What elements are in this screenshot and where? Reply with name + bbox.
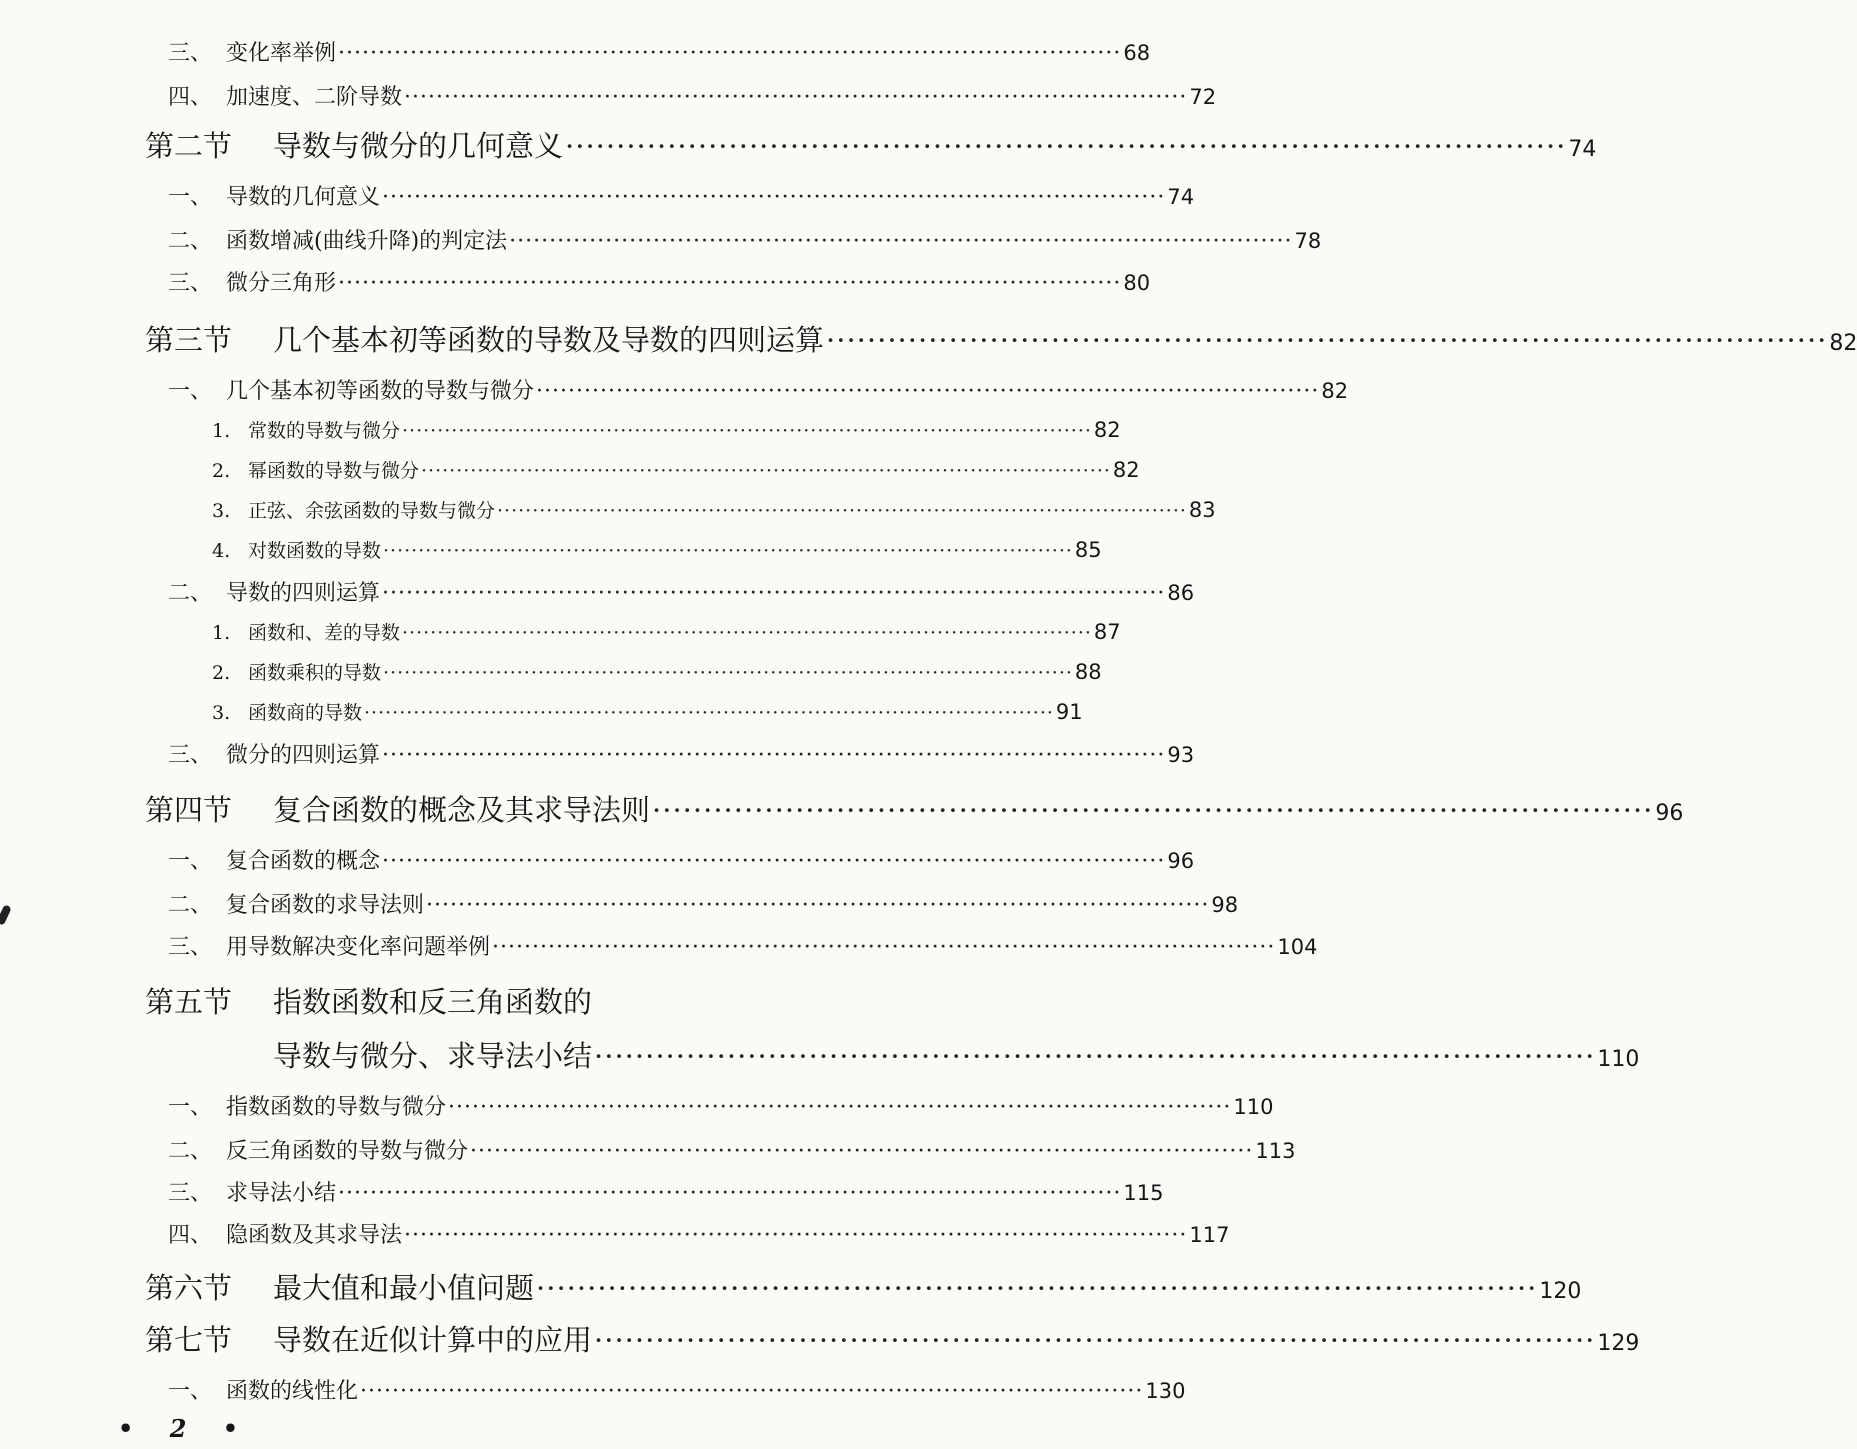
toc-entry — [168, 80, 1217, 111]
section-number: 第三节 — [145, 323, 233, 357]
section-title: 几个基本初等函数的导数及导数的四则运算 — [273, 323, 825, 357]
toc-entry — [168, 36, 1151, 67]
entry-title: 求导法小结 — [226, 1181, 337, 1206]
toc-entry — [168, 888, 1239, 919]
entry-page-number: 130 — [1145, 1379, 1186, 1403]
entry-title: 导数的几何意义 — [226, 185, 381, 210]
entry-number: 一、 — [168, 1095, 213, 1120]
entry-page-number: 82 — [1112, 458, 1140, 482]
entry-number: 二、 — [168, 229, 213, 254]
entry-number: 二、 — [168, 581, 213, 606]
entry-page-number: 96 — [1167, 849, 1195, 873]
toc-entry — [168, 1374, 1186, 1405]
toc-item-entry — [212, 536, 1102, 563]
entry-page-number: 104 — [1277, 935, 1318, 959]
toc-entry — [168, 1218, 1230, 1249]
item-number: 4. — [212, 540, 231, 562]
dot-leader: ·································································································· — [826, 323, 1828, 357]
dot-leader: ·································································································· — [594, 1323, 1596, 1357]
entry-title: 函数增减(曲线升降)的判定法 — [226, 229, 508, 254]
toc-section-entry — [145, 980, 1002, 1021]
entry-number: 一、 — [168, 379, 213, 404]
section-number: 第七节 — [145, 1323, 233, 1357]
toc-entry — [168, 1090, 1274, 1121]
entry-page-number: 82 — [1321, 379, 1349, 403]
toc-item-entry — [212, 698, 1083, 725]
item-number: 2. — [212, 662, 231, 684]
dot-leader: ·································································································· — [470, 1139, 1254, 1164]
section-number: 第五节 — [145, 985, 233, 1019]
dot-leader: ·································································································· — [594, 1039, 1596, 1073]
dot-leader: ·································································································· — [509, 229, 1293, 254]
entry-page-number: 80 — [1123, 271, 1151, 295]
entry-page-number: 113 — [1255, 1139, 1296, 1163]
entry-page-number: 72 — [1189, 85, 1217, 109]
entry-page-number: 85 — [1074, 538, 1102, 562]
toc-section-entry — [145, 788, 1684, 829]
dot-leader: ·································································································· — [497, 500, 1187, 522]
toc-section-entry — [145, 318, 1857, 359]
toc-section-entry — [145, 1266, 1582, 1307]
entry-number: 四、 — [168, 1223, 213, 1248]
entry-title: 微分的四则运算 — [226, 743, 381, 768]
item-number: 2. — [212, 460, 231, 482]
item-title: 对数函数的导数 — [248, 540, 382, 562]
item-title: 函数乘积的导数 — [248, 662, 382, 684]
toc-section-entry — [145, 124, 1597, 165]
entry-title: 用导数解决变化率问题举例 — [226, 935, 491, 960]
entry-title: 函数的线性化 — [226, 1379, 359, 1404]
dot-leader: ·································································································· — [402, 420, 1092, 442]
entry-page-number: 93 — [1167, 743, 1195, 767]
dot-leader: ·································································································· — [404, 1223, 1188, 1248]
dot-leader: ·································································································· — [382, 743, 1166, 768]
toc-entry — [168, 266, 1151, 297]
entry-title: 隐函数及其求导法 — [226, 1223, 403, 1248]
entry-page-number: 96 — [1655, 801, 1684, 826]
dot-leader: ·································································································· — [426, 893, 1210, 918]
dot-leader: ·································································································· — [383, 540, 1073, 562]
dot-leader: ·································································································· — [382, 185, 1166, 210]
dot-leader: ·································································································· — [565, 129, 1567, 163]
entry-number: 一、 — [168, 185, 213, 210]
toc-item-entry — [212, 618, 1121, 645]
dot-leader: ·································································································· — [364, 702, 1054, 724]
entry-number: 三、 — [168, 41, 213, 66]
entry-title: 复合函数的概念 — [226, 849, 381, 874]
entry-title: 导数的四则运算 — [226, 581, 381, 606]
entry-number: 四、 — [168, 85, 213, 110]
entry-number: 二、 — [168, 893, 213, 918]
entry-title: 加速度、二阶导数 — [226, 85, 403, 110]
entry-page-number: 86 — [1167, 581, 1195, 605]
entry-number: 三、 — [168, 935, 213, 960]
toc-entry — [168, 844, 1195, 875]
item-number: 1. — [212, 622, 231, 644]
page-footer-number: • 2 • — [118, 1414, 253, 1443]
dot-leader: ·································································································· — [536, 1271, 1538, 1305]
toc-item-entry — [212, 416, 1121, 443]
section-title: 复合函数的概念及其求导法则 — [273, 793, 651, 827]
entry-page-number: 83 — [1188, 498, 1216, 522]
toc-entry — [168, 224, 1322, 255]
dot-leader: ·································································································· — [382, 849, 1166, 874]
entry-title: 几个基本初等函数的导数与微分 — [226, 379, 535, 404]
section-number: 第四节 — [145, 793, 233, 827]
section-number: 第六节 — [145, 1271, 233, 1305]
entry-number: 一、 — [168, 1379, 213, 1404]
entry-page-number: 98 — [1211, 893, 1239, 917]
entry-number: 二、 — [168, 1139, 213, 1164]
entry-title: 复合函数的求导法则 — [226, 893, 425, 918]
section-number: 第二节 — [145, 129, 233, 163]
toc-section-entry-continued — [145, 1034, 1640, 1075]
section-title: 导数在近似计算中的应用 — [273, 1323, 593, 1357]
scan-speck — [0, 904, 12, 926]
dot-leader: ·································································································· — [382, 581, 1166, 606]
section-title: 导数与微分的几何意义 — [273, 129, 564, 163]
item-number: 3. — [212, 702, 231, 724]
dot-leader: ·································································································· — [338, 41, 1122, 66]
item-title: 函数和、差的导数 — [248, 622, 401, 644]
dot-leader: ·································································································· — [536, 379, 1320, 404]
toc-entry — [168, 1176, 1164, 1207]
entry-page-number: 74 — [1568, 137, 1597, 162]
toc-entry — [168, 374, 1349, 405]
entry-page-number: 110 — [1597, 1047, 1640, 1072]
item-title: 函数商的导数 — [248, 702, 363, 724]
entry-page-number: 82 — [1829, 331, 1857, 356]
toc-entry — [168, 930, 1318, 961]
entry-page-number: 110 — [1233, 1095, 1274, 1119]
toc-entry — [168, 180, 1195, 211]
entry-page-number: 88 — [1074, 660, 1102, 684]
toc-entry — [168, 738, 1195, 769]
entry-page-number: 120 — [1539, 1279, 1582, 1304]
item-title: 正弦、余弦函数的导数与微分 — [248, 500, 496, 522]
item-title: 常数的导数与微分 — [248, 420, 401, 442]
dot-leader: ·································································································· — [652, 793, 1654, 827]
dot-leader: ·································································································· — [404, 85, 1188, 110]
item-number: 3. — [212, 500, 231, 522]
toc-item-entry — [212, 456, 1140, 483]
dot-leader: ·································································································· — [338, 1181, 1122, 1206]
toc-entry — [168, 576, 1195, 607]
entry-title: 反三角函数的导数与微分 — [226, 1139, 469, 1164]
entry-number: 三、 — [168, 743, 213, 768]
entry-number: 三、 — [168, 1181, 213, 1206]
toc-section-entry — [145, 1318, 1640, 1359]
entry-number: 一、 — [168, 849, 213, 874]
section-title: 导数与微分、求导法小结 — [273, 1039, 593, 1073]
toc-item-entry — [212, 496, 1216, 523]
dot-leader: ·································································································· — [492, 935, 1276, 960]
entry-title: 变化率举例 — [226, 41, 337, 66]
item-title: 幂函数的导数与微分 — [248, 460, 420, 482]
dot-leader: ·································································································· — [421, 460, 1111, 482]
entry-page-number: 78 — [1294, 229, 1322, 253]
dot-leader: ·································································································· — [402, 622, 1092, 644]
item-number: 1. — [212, 420, 231, 442]
dot-leader: ·································································································· — [360, 1379, 1144, 1404]
toc-item-entry — [212, 658, 1102, 685]
entry-title: 指数函数的导数与微分 — [226, 1095, 447, 1120]
entry-page-number: 74 — [1167, 185, 1195, 209]
dot-leader: ·································································································· — [383, 662, 1073, 684]
entry-page-number: 115 — [1123, 1181, 1164, 1205]
entry-page-number: 68 — [1123, 41, 1151, 65]
dot-leader: ·································································································· — [448, 1095, 1232, 1120]
entry-page-number: 82 — [1093, 418, 1121, 442]
entry-number: 三、 — [168, 271, 213, 296]
entry-page-number: 129 — [1597, 1331, 1640, 1356]
section-title: 指数函数和反三角函数的 — [273, 985, 593, 1019]
toc-entry — [168, 1134, 1296, 1165]
section-title: 最大值和最小值问题 — [273, 1271, 535, 1305]
entry-page-number: 117 — [1189, 1223, 1230, 1247]
entry-page-number: 91 — [1055, 700, 1083, 724]
entry-title: 微分三角形 — [226, 271, 337, 296]
dot-leader: ·································································································· — [338, 271, 1122, 296]
entry-page-number: 87 — [1093, 620, 1121, 644]
